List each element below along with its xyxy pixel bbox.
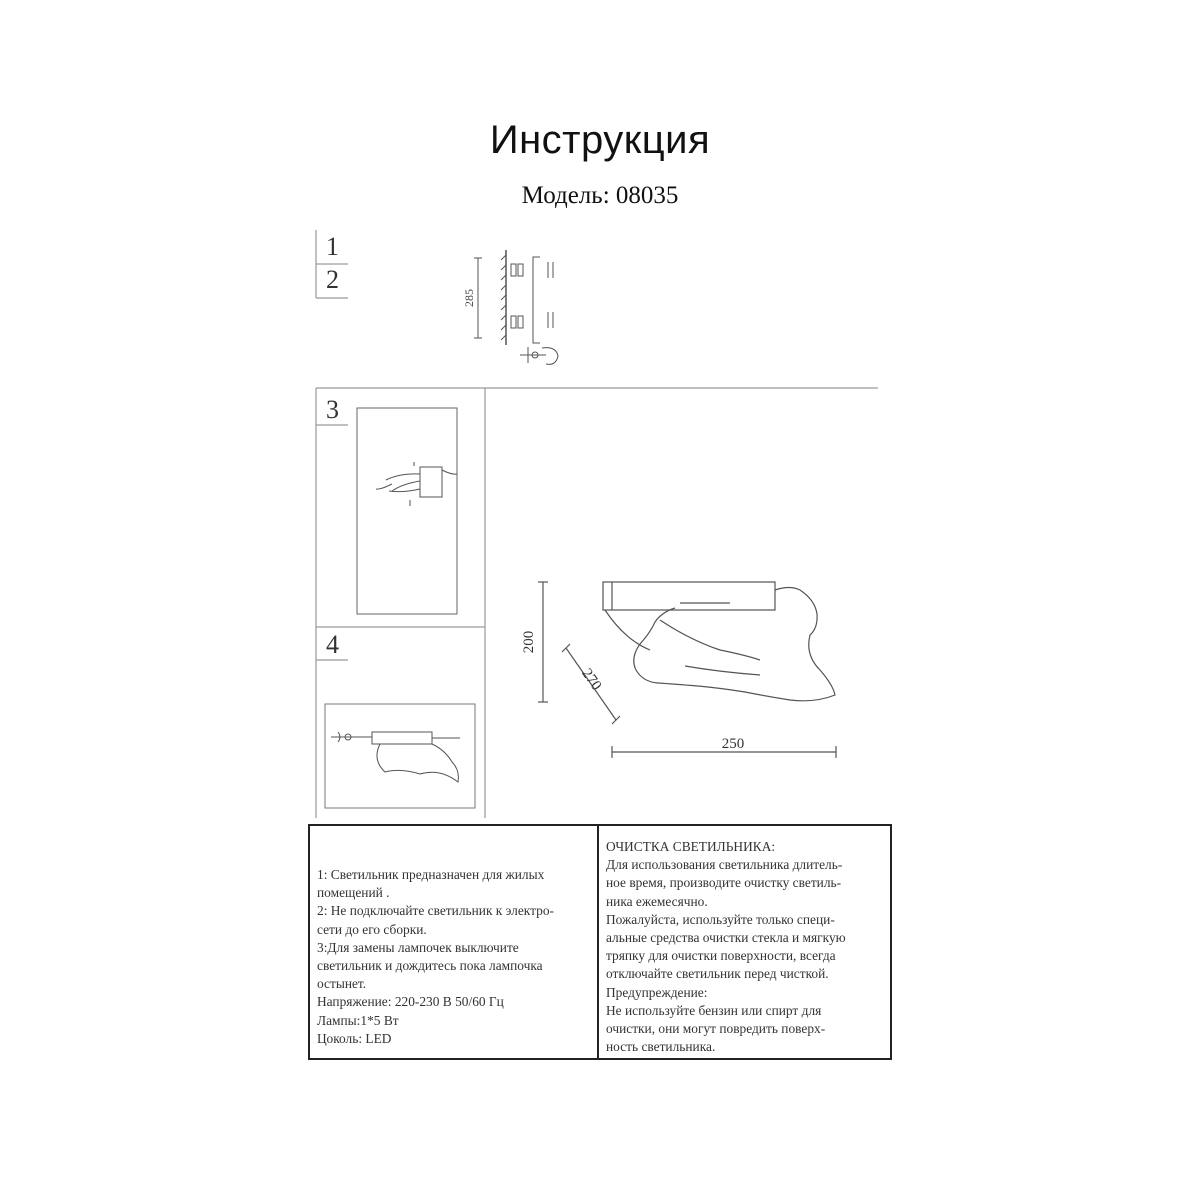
height-dimension-label: 200 [521,630,537,654]
note-line: Пожалуйста, используйте только специ- [606,911,835,927]
step-number-1: 1 [326,232,339,261]
wiring-diagram [357,408,457,614]
assembly-diagram [325,704,475,808]
note-line: сети до его сборки. [317,921,427,937]
note-line: ника ежемесячно. [606,893,708,909]
step-number-2: 2 [326,265,339,294]
note-line: альные средства очистки стекла и мягкую [606,930,846,946]
cleaning-notes-box [597,824,892,1060]
socket-spec: Цоколь: LED [317,1030,392,1046]
note-line: Не используйте бензин или спирт для [606,1002,822,1018]
note-line: 3:Для замены лампочек выключите [317,939,519,955]
page-title: Инструкция [489,118,711,162]
note-line: помещений . [317,885,390,901]
step-number-3: 3 [326,395,339,424]
voltage-spec: Напряжение: 220-230 В 50/60 Гц [317,994,504,1010]
mounting-diagram [474,250,558,364]
note-line: тряпку для очистки поверхности, всегда [606,948,836,964]
step-number-4: 4 [326,630,339,659]
warning-heading: Предупреждение: [606,984,708,1000]
depth-dimension-label: 270 [578,665,605,694]
lamp-spec: Лампы:1*5 Вт [317,1012,399,1028]
product-dimension-drawing [538,582,836,758]
model-number: Модель: 08035 [521,182,679,209]
note-line: ное время, производите очистку светиль- [606,875,842,891]
layout-grid [316,230,878,818]
note-line: светильник и дождитесь пока лампочка [317,958,543,974]
note-line: ность светильника. [606,1039,716,1055]
note-line: Для использования светильника длитель- [606,857,843,873]
note-line: 2: Не подключайте светильник к электро- [317,903,554,919]
width-dimension-label: 250 [721,736,745,752]
note-line: отключайте светильник перед чисткой. [606,966,829,982]
note-line: 1: Светильник предназначен для жилых [317,867,545,882]
cleaning-heading: ОЧИСТКА СВЕТИЛЬНИКА: [606,839,776,854]
safety-notes-box [308,824,599,1060]
mount-height-label: 285 [462,289,476,307]
note-line: очистки, они могут повредить поверх- [606,1021,826,1037]
note-line: остынет. [317,976,367,992]
